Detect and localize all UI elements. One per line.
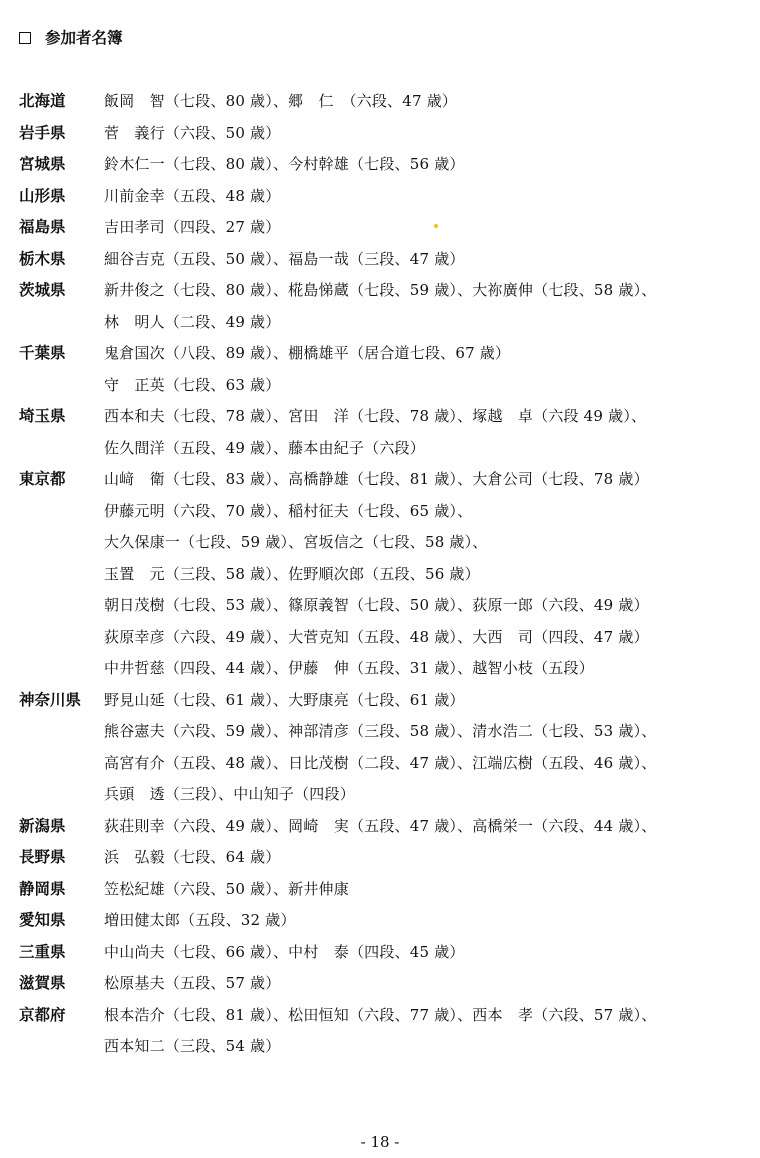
prefecture-block <box>0 968 760 1000</box>
participant-line: 玉置 元（三段、58 歳）、佐野順次郎（五段、56 歳） <box>104 564 480 583</box>
list-title <box>19 27 123 49</box>
participant-line: 大久保康一（七段、59 歳）、宮坂信之（七段、58 歳）、 <box>104 533 488 551</box>
prefecture-name: 新潟県 <box>19 816 66 835</box>
participant-line: 浜 弘毅（七段、64 歳） <box>104 848 281 866</box>
prefecture-name: 愛知県 <box>19 911 66 929</box>
prefecture-block <box>0 149 760 181</box>
participant-line: 高宮有介（五段、48 歳）、日比茂樹（二段、47 歳）、江端広樹（五段、46 歳）、 <box>104 753 657 772</box>
participant-line: 兵頭 透（三段）、中山知子（四段） <box>104 785 355 803</box>
participant-line: 熊谷憲夫（六段、59 歳）、神部清彦（三段、58 歳）、清水浩二（七段、53 歳）、 <box>104 722 657 740</box>
prefecture-block <box>0 244 760 276</box>
prefecture-block <box>0 401 760 464</box>
participant-line: 川前金幸（五段、48 歳） <box>104 186 281 205</box>
page-title: 参加者名簿 <box>45 29 123 47</box>
participant-line: 荻荘則幸（六段、49 歳）、岡崎 実（五段、47 歳）、高橋栄一（六段、44 歳）、 <box>104 816 657 835</box>
prefecture-name: 東京都 <box>19 470 66 488</box>
prefecture-block <box>0 937 760 969</box>
prefecture-name: 神奈川県 <box>19 690 82 709</box>
participant-line: 鬼倉国次（八段、89 歳）、棚橋雄平（居合道七段、67 歳） <box>104 344 511 362</box>
participant-line: 西本和夫（七段、78 歳）、宮田 洋（七段、78 歳）、塚越 卓（六段 49 歳）、 <box>104 407 647 425</box>
participant-line: 松原基夫（五段、57 歳） <box>104 974 281 992</box>
prefecture-name: 栃木県 <box>19 249 66 268</box>
prefecture-name: 静岡県 <box>19 879 66 898</box>
prefecture-name: 京都府 <box>19 1005 66 1024</box>
prefecture-block <box>0 86 760 118</box>
prefecture-name: 長野県 <box>19 848 66 866</box>
prefecture-block <box>0 842 760 874</box>
participant-line: 笠松紀雄（六段、50 歳）、新井伸康 <box>104 879 349 898</box>
prefecture-block <box>0 212 760 244</box>
prefecture-block <box>0 275 760 338</box>
prefecture-name: 岩手県 <box>19 123 66 142</box>
prefecture-name: 山形県 <box>19 186 66 205</box>
participant-line: 中井哲慈（四段、44 歳）、伊藤 伸（五段、31 歳）、越智小枝（五段） <box>104 659 594 677</box>
prefecture-block <box>0 685 760 811</box>
participant-line: 菅 義行（六段、50 歳） <box>104 123 281 142</box>
participant-line: 朝日茂樹（七段、53 歳）、篠原義智（七段、50 歳）、荻原一郎（六段、49 歳） <box>104 596 649 614</box>
prefecture-block <box>0 1000 760 1063</box>
prefecture-name: 三重県 <box>19 942 66 961</box>
prefecture-block <box>0 905 760 937</box>
prefecture-name: 滋賀県 <box>19 974 66 992</box>
participant-line: 西本知二（三段、54 歳） <box>104 1037 281 1055</box>
prefecture-name: 宮城県 <box>19 155 66 173</box>
prefecture-name: 千葉県 <box>19 344 66 362</box>
participant-line: 鈴木仁一（七段、80 歳）、今村幹雄（七段、56 歳） <box>104 155 465 173</box>
prefecture-block <box>0 118 760 150</box>
prefecture-block <box>0 181 760 213</box>
participant-line: 林 明人（二段、49 歳） <box>104 312 281 331</box>
prefecture-name: 茨城県 <box>19 281 66 299</box>
stray-dot <box>434 224 438 228</box>
participant-line: 野見山延（七段、61 歳）、大野康亮（七段、61 歳） <box>104 690 465 709</box>
prefecture-block <box>0 338 760 401</box>
participant-line: 吉田孝司（四段、27 歳） <box>104 218 281 236</box>
participant-line: 中山尚夫（七段、66 歳）、中村 泰（四段、45 歳） <box>104 942 465 961</box>
participant-line: 守 正英（七段、63 歳） <box>104 375 281 394</box>
participant-line: 山﨑 衛（七段、83 歳）、高橋静雄（七段、81 歳）、大倉公司（七段、78 歳） <box>104 470 649 488</box>
checkbox-square-icon <box>19 32 31 44</box>
prefecture-block <box>0 874 760 906</box>
participant-line: 新井俊之（七段、80 歳）、椛島悌蔵（七段、59 歳）、大祢廣伸（七段、58 歳）、 <box>104 281 657 299</box>
participant-line: 荻原幸彦（六段、49 歳）、大菅克知（五段、48 歳）、大西 司（四段、47 歳） <box>104 627 649 646</box>
participant-line: 伊藤元明（六段、70 歳）、稲村征夫（七段、65 歳）、 <box>104 501 473 520</box>
page-number: - 18 - <box>360 1133 400 1151</box>
participant-line: 増田健太郎（五段、32 歳） <box>104 911 296 929</box>
participant-list <box>0 86 760 1063</box>
prefecture-name: 福島県 <box>19 218 66 236</box>
prefecture-block <box>0 464 760 685</box>
prefecture-block <box>0 811 760 843</box>
participant-line: 飯岡 智（七段、80 歳）、郷 仁 （六段、47 歳） <box>104 92 458 110</box>
prefecture-name: 北海道 <box>19 92 66 110</box>
participant-line: 佐久間洋（五段、49 歳）、藤本由紀子（六段） <box>104 438 425 457</box>
prefecture-name: 埼玉県 <box>19 407 66 425</box>
participant-line: 根本浩介（七段、81 歳）、松田恒知（六段、77 歳）、西本 孝（六段、57 歳）、 <box>104 1005 657 1024</box>
participant-line: 細谷吉克（五段、50 歳）、福島一哉（三段、47 歳） <box>104 249 465 268</box>
